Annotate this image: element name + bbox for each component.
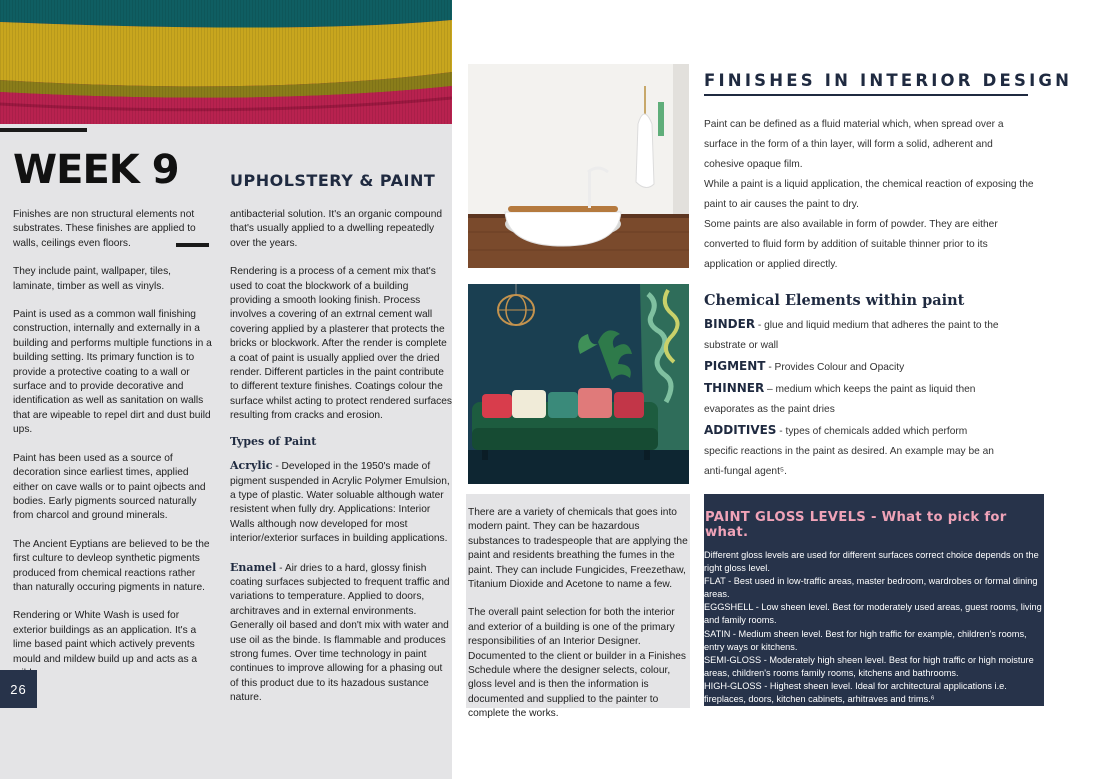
chem-term: ADDITIVES: [704, 423, 777, 437]
gloss-line: SEMI-GLOSS - Moderately high sheen level. Best for high traffic or high moisture areas, children's rooms family rooms, kitchens and bathrooms.: [704, 654, 1034, 678]
gloss-levels-box: [704, 494, 1044, 706]
paragraph: Rendering is a process of a cement mix that's used to coat the blockwork of a building providing a smooth looking finish. Process involves a covering of an extrnal cement wall covering applied by a plasterer that protects the bricks or blockwork. After the render is complete a coat of paint is usually applied over the dried render. Different particles in the paint contribute to different texture finishes. Coatings colour the surface whilst acting to protect rendered surfaces resulting from cracks and erosion.: [230, 266, 452, 422]
left-column-text: [13, 208, 213, 695]
bathroom-photo: [468, 64, 689, 268]
paragraph: They include paint, wallpaper, tiles, laminate, timber as well as vinyls.: [13, 266, 171, 292]
paragraph: There are a variety of chemicals that goes into modern paint. They can be hazardous substances to tradespeople that are applying the paint and residents breathing the fumes in the paint. They can include Fungicides, Freezethaw, Titanium Dioxide and Acetone to name a few.: [468, 507, 688, 591]
list-item: [704, 378, 1004, 420]
chem-desc: - Provides Colour and Opacity: [765, 362, 905, 373]
enamel-text: - Air dries to a hard, glossy finish coating surfaces subjected to frequent traffic and variations to temperature. Applied to doors, architraves and in external environments. Generally oil based and don't mix with water and use oil as the binde. Is flammable and produces strong fumes. Over time technology in paint continues to improve allowing for a phasing out of this product due to its hazadous sustance nature.: [230, 562, 450, 704]
paragraph: The overall paint selection for both the interior and exterior of a building is one of the primary responsibilities of an Interior Designer. Documented to the client or builder in a Finishes Schedule where the designer selects, colour, gloss level and is then the information is documented and supplied to the painter to complete the works.: [468, 607, 687, 720]
gloss-line: EGGSHELL - Low sheen level. Best for moderately used areas, guest rooms, living and family rooms.: [704, 602, 1042, 626]
title-underline: [704, 94, 1028, 96]
gloss-heading: PAINT GLOSS LEVELS - What to pick for what.: [705, 510, 1007, 540]
acrylic-paragraph: [230, 459, 452, 546]
chemicals-info-box: [466, 494, 690, 720]
chem-term: PIGMENT: [704, 359, 766, 373]
list-item: [704, 420, 1004, 482]
chem-desc: – medium which keeps the paint as liquid then evaporates as the paint dries: [704, 384, 976, 415]
paragraph: Finishes are non structural elements not substrates. These finishes are applied to walls, ceilings even floors.: [13, 209, 196, 249]
chemical-elements-list: [704, 314, 1004, 482]
enamel-paragraph: [230, 561, 452, 706]
gloss-line: FLAT - Best used in low-traffic areas, master bedroom, wardrobes or formal dining areas.: [704, 576, 1038, 600]
header-rule: [0, 128, 87, 132]
paragraph: Some paints are also available in form of powder. They are either converted to fluid form by addition of suitable thinner prior to its application or applied directly.: [704, 219, 998, 270]
acrylic-label: Acrylic: [230, 459, 273, 473]
section-heading: UPHOLSTERY & PAINT: [230, 171, 436, 190]
paragraph: antibacterial solution. It's an organic compound that's usually applied to a dwelling repeatedly over the years.: [230, 209, 443, 249]
week-title: WEEK 9: [13, 147, 179, 193]
gloss-line: HIGH-GLOSS - Highest sheen level. Ideal for architectural applications i.e. fireplaces, doors, kitchen cabinets, arhitraves and trims.⁶: [704, 680, 1007, 705]
gloss-line: SATIN - Medium sheen level. Best for high traffic for example, children's rooms, entry ways or kitchens.: [704, 628, 1027, 652]
paragraph: Paint can be defined as a fluid material which, when spread over a surface in the form of a thin layer, will form a solid, adherent and cohesive opaque film.: [704, 119, 1004, 170]
left-page: [0, 0, 452, 779]
paragraph: While a paint is a liquid application, the chemical reaction of exposing the paint to air causes the paint to dry.: [704, 179, 1034, 210]
chem-desc: - glue and liquid medium that adheres the paint to the substrate or wall: [704, 320, 999, 351]
gloss-levels-list: [704, 549, 1044, 706]
living-room-photo: [468, 284, 689, 484]
paragraph: Paint is used as a common wall finishing construction, internally and externally in a building and performs multiple functions in a building setting. Its primary function is to provide a protective coating to a wall or surface and to provide decorative and identification as well as sanitation on walls that are wipeable to repel dirt and dust build ups.: [13, 309, 212, 436]
page-title: FINISHES IN INTERIOR DESIGN: [704, 71, 1073, 90]
enamel-label: Enamel: [230, 560, 277, 574]
chemical-elements-heading: Chemical Elements within paint: [704, 292, 965, 309]
list-item: [704, 356, 1004, 378]
paragraph: Rendering or White Wash is used for exterior buildings as an application. It's a lime based paint which actively prevents mould and mildew build up and acts as a: [13, 610, 198, 665]
chem-term: BINDER: [704, 317, 756, 331]
page-number: 26: [0, 670, 37, 708]
acrylic-text: - Developed in the 1950's made of pigment suspended in Acrylic Polymer Emulsion, a type of plastic. Water soluable although water resistent when fully dry. Applications: Interior Walls although now developed for most interior/exterior surfaces in building applications.: [230, 461, 450, 545]
fabric-swatch-image: [0, 0, 452, 124]
middle-column-text: [230, 208, 452, 720]
paragraph: The Ancient Eyptians are believed to be the first culture to devleop synthetic pigments produced from chemical reactions rather than naturally occuring pigments in nature.: [13, 538, 210, 593]
chem-desc: - types of chemicals added which perform specific reactions in the paint as desired. An example may be an anti-fungal agent⁵.: [704, 426, 994, 477]
chem-term: THINNER: [704, 381, 765, 395]
gloss-line: Different gloss levels are used for different surfaces correct choice depends on the right gloss level.: [704, 550, 1039, 574]
intro-text: [704, 115, 1034, 275]
types-heading: Types of Paint: [230, 434, 317, 448]
list-item: [704, 314, 1004, 356]
paragraph: Paint has been used as a source of decoration since earliest times, applied either on cave walls or to paint ojbects and bodies. Early pigments sourced naturally from charcol and ground minerals.: [13, 452, 206, 522]
